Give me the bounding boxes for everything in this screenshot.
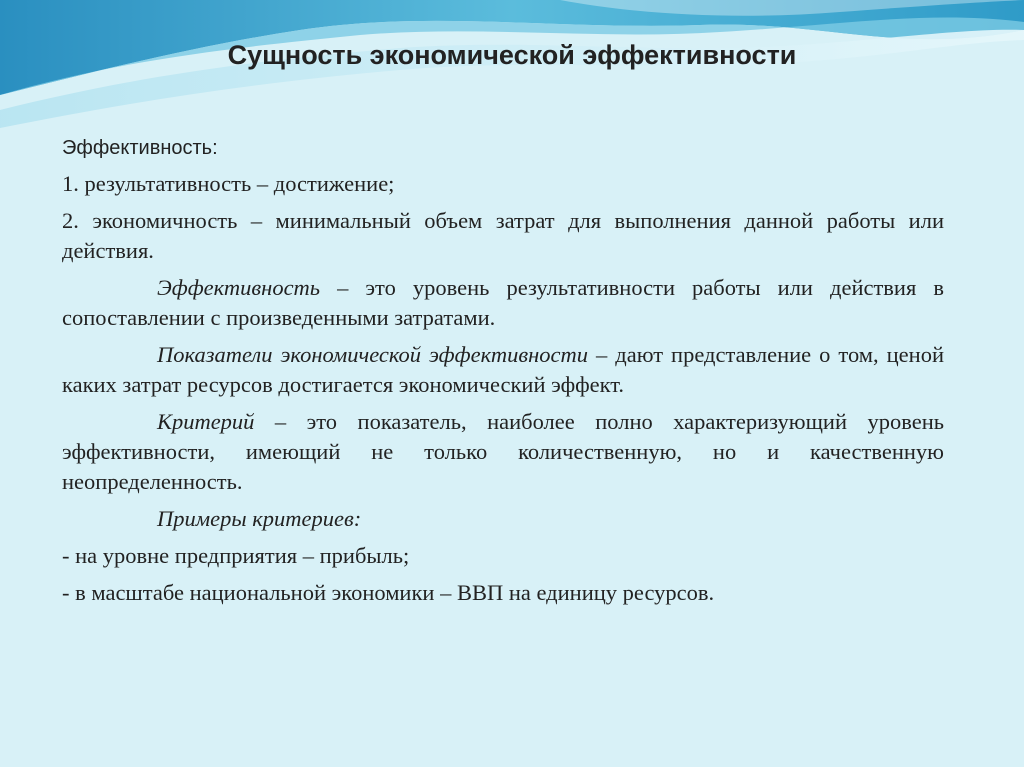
decorative-wave-header [0,0,1024,150]
example-item-2: - в масштабе национальной экономики – ВВП на единицу ресурсов. [62,580,715,605]
term-criterion: Критерий [157,409,255,434]
intro-label: Эффективность: [62,137,218,159]
list-item-2: 2. экономичность – минимальный объем затрат для выполнения данной работы или действия. [62,208,944,263]
definition-indicators-text: – дают представление о том, ценой каких затрат ресурсов достигается экономический эффект. [62,342,944,397]
example-item-1: - на уровне предприятия – прибыль; [62,543,410,568]
term-efficiency: Эффективность [157,275,321,300]
definition-indicators [62,340,944,400]
slide-title: Сущность экономической эффективности [227,40,797,70]
examples-heading [62,504,944,534]
list-item-1: 1. результативность – достижение; [62,171,395,196]
slide-body [62,133,944,615]
examples-heading-text: Примеры критериев: [157,506,362,531]
definition-efficiency [62,273,944,333]
definition-criterion-text: – это показатель, наиболее полно характеризующий уровень эффективности, имеющий не только количественную, но и качественную неопределенность. [62,409,944,494]
definition-criterion [62,407,944,497]
term-indicators: Показатели экономической эффективности [157,342,589,367]
definition-efficiency-text: – это уровень результативности работы или действия в сопоставлении с произведенными затратами. [62,275,944,330]
